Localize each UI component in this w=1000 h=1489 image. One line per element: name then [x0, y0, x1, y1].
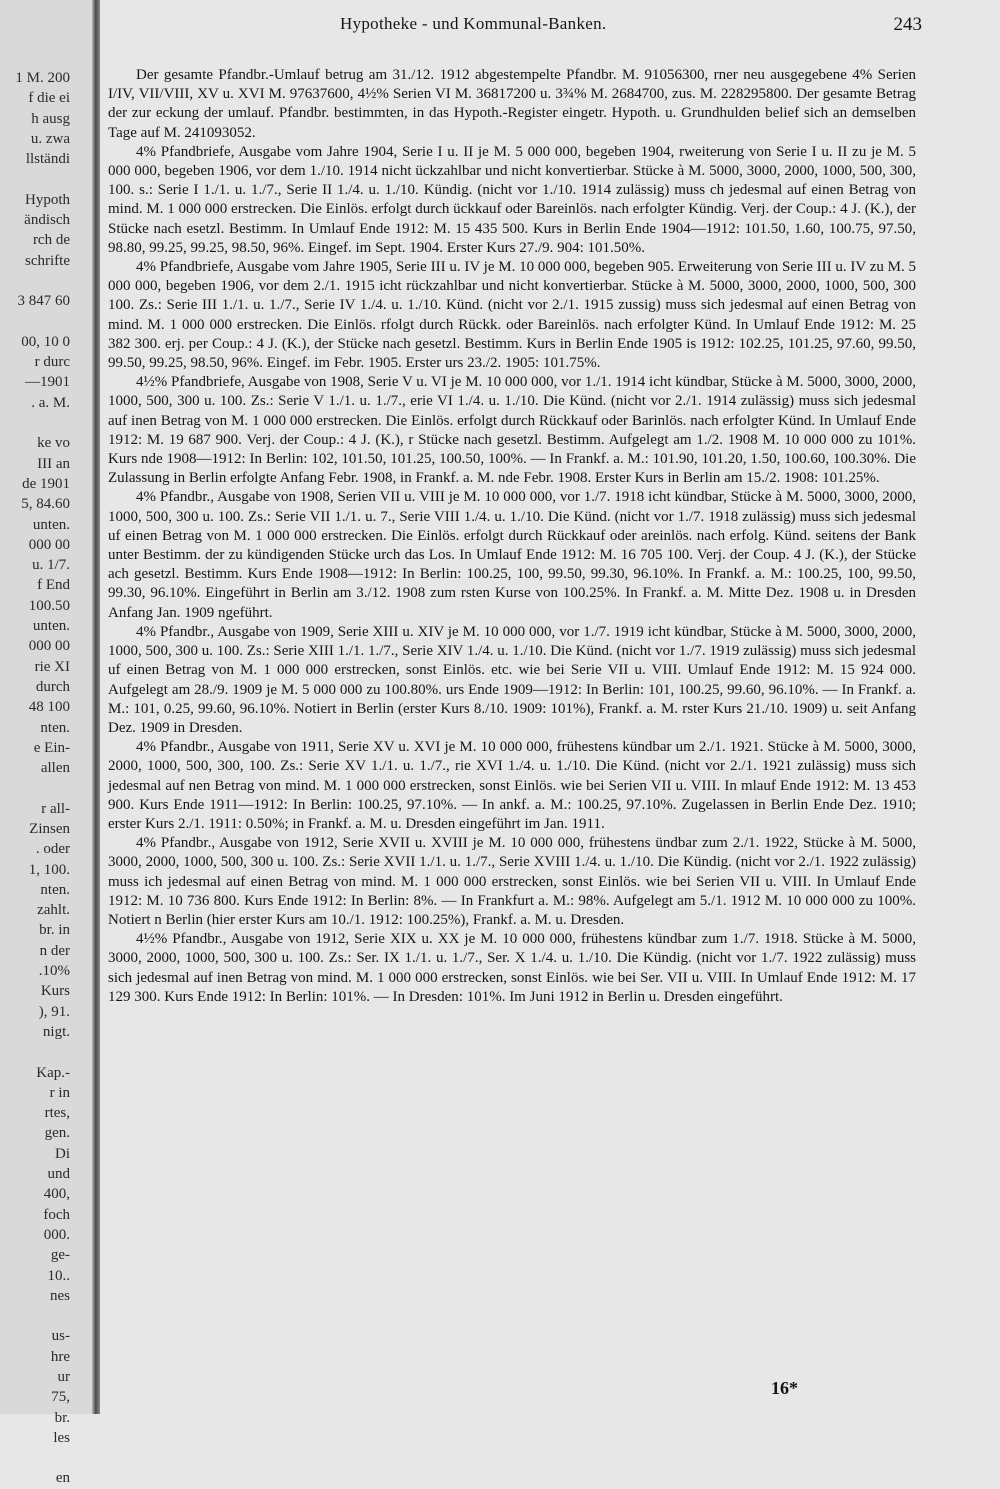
fragment-line: und — [47, 1166, 70, 1183]
fragment-line: llständi — [25, 151, 70, 168]
fragment-line — [0, 169, 70, 189]
fragment-line: Di — [55, 1145, 70, 1162]
fragment-line: schrifte — [25, 252, 70, 269]
fragment-line: rie XI — [34, 658, 70, 675]
fragment-line: nigt. — [42, 1023, 70, 1040]
fragment-line: br. in — [39, 922, 70, 939]
fragment-line: 000 00 — [28, 536, 70, 553]
fragment-line: Kurs — [40, 983, 70, 1000]
fragment-line: rtes, — [44, 1105, 70, 1122]
paragraph: 4½% Pfandbriefe, Ausgabe von 1908, Serie V u. VI je M. 10 000 000, vor 1./1. 1914 icht kündbar, Stücke à M. 5000, 3000, 2000, 1000, 500, 300 u. 100. Zs.: Serie V 1./1. u. 1./7., erie VI 1./4. u. 1./10. Die Künd. (nicht vor 2./1. 1914 zulässig) muss sich jedesmal auf inen Betrag von M. 1 000 000 erstrecken. Die Einlös. erfolgt durch Rückkauf oder Barinlös. nach erfolgter Künd. In Umlauf Ende 1912: M. 19 687 900. Verj. der Coup.: 4 J. (K.), r Stücke nach gesetzl. Bestimm. Aufgelegt am 1./2. 1908 M. 10 000 000 zu 101%. Kurs nde 1908—1912: In Berlin: 102, 101.50, 101.25, 100.50, 100%. — In Frankf. a. M.: 101.90, 101.20, 1.50, 100.60, 100.30%. Die Zulassung in Berlin erfolgte Anfang Febr. 1908, in Frankf. a. M. nde Febr. 1908. Erster Kurs in Berlin am 15./2. 1908: 101.25%. — [108, 374, 916, 487]
paragraph: 4½% Pfandbr., Ausgabe von 1912, Serie XIX u. XX je M. 10 000 000, frühestens kündbar zum 1./7. 1918. Stücke à M. 5000, 3000, 2000, 1000, 500, 300 u. 100. Zs.: Ser. IX 1./1. u. 1./7., Ser. X 1./4. u. 1./10. Die Kündig. (nicht vor 1./7. 1922 zulässig) muss sich jedesmal auf inen Betrag von mind. M. 1 000 000 erstrecken, sonst Einlös. wie bei Ser. VII u. VIII. In Umlauf Ende 1912: M. 17 129 300. Kurs Ende 1912: In Berlin: 101%. — In Dresden: 101%. Im Juni 1912 in Berlin u. Dresden eingeführt. — [108, 931, 916, 1005]
paragraph: 4% Pfandbr., Ausgabe von 1911, Serie XV u. XVI je M. 10 000 000, frühestens kündbar um 2./1. 1921. Stücke à M. 5000, 3000, 2000, 1000, 500, 300, 100. Zs.: Serie XV 1./1. u. 1./7., rie XVI 1./4. u. 1./10. Die Künd. (nicht vor 2./1. 1921 zulässig) muss sich jedesmal auf nen Betrag von mind. M. 1 000 000 erstrecken, sonst Einlös. wie bei Serien VII u. VIII. In mlauf Ende 1912: M. 13 453 900. Kurs Ende 1911—1912: In Berlin: 100.25, 97.10%. — In ankf. a. M.: 100.25, 97.10%. Zugelassen in Berlin Ende Dez. 1910; erster Kurs 2./1. 1911: 0.50%; in Frankf. a. M. u. Dresden eingeführt im Jan. 1911. — [108, 739, 916, 832]
fragment-line: r durc — [34, 354, 70, 371]
fragment-line: r in — [49, 1084, 70, 1101]
fragment-line: ge- — [50, 1247, 70, 1264]
fragment-line: u. 1/7. — [32, 557, 70, 574]
fragment-line: zahlt. — [37, 902, 70, 919]
fragment-line: r all- — [41, 800, 70, 817]
fragment-line: rch de — [32, 232, 70, 249]
fragment-line: . a. M. — [31, 394, 70, 411]
fragment-line: nes — [50, 1287, 70, 1304]
fragment-line: durch — [35, 678, 70, 695]
fragment-line: 400, — [43, 1186, 70, 1203]
running-head: Hypotheke - und Kommunal-Banken. — [340, 14, 607, 33]
fragment-line: 10.. — [47, 1267, 70, 1284]
fragment-line: .10% — [38, 963, 70, 980]
fragment-line: Kap.- — [36, 1064, 70, 1081]
fragment-line: e Ein- — [33, 739, 70, 756]
fragment-line: f End — [37, 577, 70, 594]
fragment-line: nten. — [40, 719, 70, 736]
fragment-line: 1, 100. — [28, 861, 70, 878]
fragment-line: 1 M. 200 — [15, 70, 70, 86]
fragment-line: 5, 84.60 — [21, 496, 70, 513]
fragment-line: ur — [57, 1369, 70, 1385]
fragment-line: Hypoth — [25, 191, 70, 208]
paragraph: 4% Pfandbr., Ausgabe von 1912, Serie XVII u. XVIII je M. 10 000 000, frühestens ündbar zum 2./1. 1922, Stücke à M. 5000, 3000, 2000, 1000, 500, 300 u. 100. Zs.: Serie XVII 1./1. u. 1./7., Serie XVIII 1./4. u. 1./10. Die Kündig. (nicht vor 2./1. 1922 zulässig) muss ich jedesmal auf einen Betrag von mind. M. 1 000 000 erstrecken, sonst Einlös. wie bei Serien VII u. VIII. In Umlauf Ende 1912: M. 10 736 800. Kurs Ende 1912: In Berlin: 8%. — In Frankfurt a. M.: 98%. Aufgelegt am 5./1. 1912 M. 10 000 000 zu 100%. Notiert n Berlin (hier erster Kurs am 10./1. 1912: 100.25%), Frankf. a. M. u. Dresden. — [108, 835, 916, 928]
fragment-line: u. zwa — [30, 130, 70, 147]
fragment-line: ), 91. — [38, 1003, 70, 1020]
fragment-line: 48 100 — [28, 699, 70, 716]
fragment-line: us- — [51, 1328, 70, 1345]
fragment-line: nten. — [40, 881, 70, 898]
facing-page-text-fragments — [0, 68, 70, 1489]
fragment-line: de 1901 — [22, 475, 70, 492]
fragment-line: III an — [37, 455, 70, 472]
paragraph: 4% Pfandbr., Ausgabe von 1908, Serien VII u. VIII je M. 10 000 000, vor 1./7. 1918 icht kündbar, Stücke à M. 5000, 3000, 2000, 1000, 500, 300 u. 100. Zs.: Serie VII 1./1. u. 7., Serie VIII 1./4. u. 1./10. Die Künd. (nicht vor 1./7. 1918 zulässig) muss sich jedesmal uf einen Betrag von M. 1 000 000 erstrecken. Die Einlös. erfolgt durch Rückkauf oder areinlös. nach erfolg. Künd. seitens der Bank unter Bestimm. der zu kündigenden Stücke urch das Los. In Umlauf Ende 1912: M. 16 705 100. Verj. der Coup. 4 J. (K.), der Stücke ach gesetzl. Bestimm. Kurs Ende 1908—1912: In Berlin: 100.25, 100, 99.50, 99.30, 96.10%. In Frankf. a. M.: 100.25, 100, 99.50, 99.30, 96.10%. Eingeführt in Berlin am 3./12. 1908 zum rsten Kurse von 100.25%. In Frankf. a. M. Mitte Dez. 1908 u. in Dresden Anfang Jan. 1909 ngeführt. — [108, 489, 916, 621]
fragment-line: 75, — [51, 1389, 70, 1406]
fragment-line: foch — [43, 1206, 70, 1223]
fragment-line: br. — [54, 1409, 70, 1426]
book-spine — [92, 0, 100, 1414]
fragment-line: 00, 10 0 — [21, 333, 70, 350]
fragment-line: unten. — [32, 516, 70, 533]
signature-mark: 16* — [771, 1378, 798, 1398]
fragment-line: 000 00 — [28, 638, 70, 655]
fragment-line: gen. — [44, 1125, 70, 1142]
fragment-line: unten. — [32, 618, 70, 635]
fragment-line: n der — [39, 942, 70, 959]
paragraph: 4% Pfandbriefe, Ausgabe vom Jahre 1904, Serie I u. II je M. 5 000 000, begeben 1904, rweiterung von Serie I u. II zu je M. 5 000 000, begeben 1906, vor dem 1./10. 1914 nicht ückzahlbar und nicht konvertierbar. Stücke à M. 5000, 3000, 2000, 1000, 500, 300, 100. s.: Serie I 1./1. u. 1./7., Serie II 1./4. u. 1./10. Kündig. (nicht vor 1./10. 1914 zulässig) muss ch jedesmal auf einen Betrag von mind. M. 1 000 000 erstrecken. Die Einlös. erfolgt durch ückkauf oder Bareinlös. nach erfolgter Kündig. Verj. der Coup.: 4 J. (K.), der Stücke nach esetzl. Bestimm. In Umlauf Ende 1912: M. 15 435 500. Kurs in Berlin Ende 1904—1912: 101.50, 1.60, 100.75, 97.50, 98.80, 99.25, 99.25, 98.50, 96%. Eingef. im Sept. 1904. Erster Kurs 27./9. 904: 101.50%. — [108, 143, 916, 256]
fragment-line — [0, 1042, 70, 1062]
fragment-line — [0, 312, 70, 332]
fragment-line: en — [55, 1470, 70, 1487]
fragment-line: 100.50 — [28, 597, 70, 614]
fragment-line: ändisch — [24, 212, 70, 229]
fragment-line: . oder — [35, 841, 70, 858]
fragment-line — [0, 271, 70, 291]
fragment-line: ke vo — [37, 435, 70, 452]
fragment-line: Zinsen — [29, 820, 70, 837]
fragment-line: 000. — [43, 1226, 70, 1243]
fragment-line — [0, 778, 70, 798]
paragraph: 4% Pfandbriefe, Ausgabe vom Jahre 1905, Serie III u. IV je M. 10 000 000, begeben 905. Erweiterung von Serie III u. IV zu M. 5 000 000, begeben 1906, vor dem 2./1. 1915 icht rückzahlbar und nicht konvertierbar. Stücke à M. 5000, 3000, 2000, 1000, 500, 300 100. Zs.: Serie III 1./1. u. 1./7., Serie IV 1./4. u. 1./10. Künd. (nicht vor 2./1. 1915 zussig) muss sich jedesmal auf einen Betrag von mind. M. 1 000 000 erstrecken. Die Einlös. rfolgt durch Rückk. oder Bareinlös. nach erfolgter Künd. In Umlauf Ende 1912: M. 25 382 300. erj. per Coup.: 4 J. (K.), der Stücke nach gesetzl. Bestimm. Kurs in Berlin Ende 1905 is 1912: 102.25, 101.25, 97.60, 99.50, 99.50, 99.25, 98.50, 96%. Eingef. im Febr. 1905. Erster urs 23./2. 1905: 101.75%. — [108, 259, 916, 372]
fragment-line: f die ei — [28, 90, 70, 107]
fragment-line — [0, 1306, 70, 1326]
fragment-line: allen — [40, 760, 70, 777]
fragment-line — [0, 1448, 70, 1468]
fragment-line: hre — [50, 1348, 70, 1365]
fragment-line: —1901 — [25, 374, 70, 391]
fragment-line: h ausg — [31, 110, 70, 127]
main-text — [108, 66, 916, 1007]
fragment-line: les — [53, 1429, 70, 1446]
paragraph: 4% Pfandbr., Ausgabe von 1909, Serie XIII u. XIV je M. 10 000 000, vor 1./7. 1919 icht kündbar, Stücke à M. 5000, 3000, 2000, 1000, 500, 300 u. 100. Zs.: Serie XIII 1./1. 1./7., Serie XIV 1./4. u. 1./10. Die Künd. (nicht vor 1./7. 1919 zulässig) muss sich jedesmal uf einen Betrag von M. 1 000 000 erstrecken, sonst Einlös. etc. wie bei Serie VII u. VIII. Umlauf Ende 1912: M. 15 924 000. Aufgelegt am 28./9. 1909 je M. 5 000 000 zu 100.80%. urs Ende 1909—1912: In Berlin: 101, 100.25, 99.60, 96.10%. — In Frankf. a. M.: 101, 0.25, 99.60, 96.10%. Notiert in Berlin (erster Kurs 8./10. 1909: 101%), Frankf. a. M. rster Kurs 21./10. 1909) u. seit Anfang Dez. 1909 in Dresden. — [108, 623, 916, 736]
page-number: 243 — [893, 14, 922, 35]
fragment-line — [0, 413, 70, 433]
fragment-line: 3 847 60 — [17, 293, 70, 310]
paragraph: Der gesamte Pfandbr.-Umlauf betrug am 31./12. 1912 abgestempelte Pfandbr. M. 91056300, rner neu ausgegebene 4% Serien I/IV, VII/VIII, XV u. XVI M. 97637600, 4½% Serien VI M. 36817200 u. 3¾% M. 2684700, zus. M. 228295800. Der gesamte Betrag der zur eckung der umlauf. Pfandbr. bestimmten, in das Hypoth.-Register eingetr. Hypoth. u. Grundhulden belief sich an demselben Tage auf M. 241093052. — [108, 67, 916, 141]
